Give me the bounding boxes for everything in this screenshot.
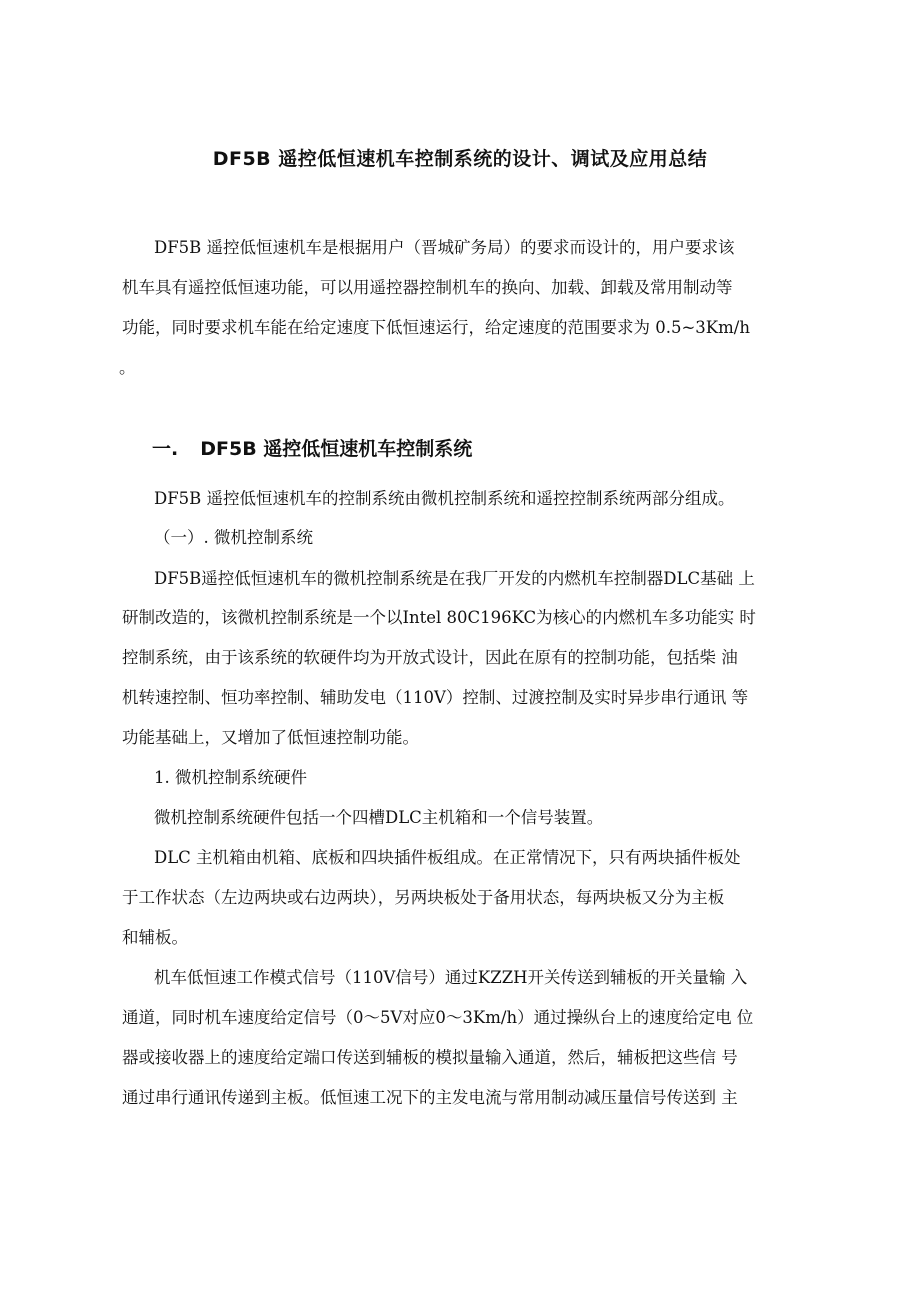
intro-line-3: 功能，同时要求机车能在给定速度下低恒速运行，给定速度的范围要求为 0.5~3Km/h [122, 318, 750, 337]
body-line: DLC 主机箱由机箱、底板和四块插件板组成。在正常情况下，只有两块插件板处 [154, 848, 741, 867]
intro-line-2: 机车具有遥控低恒速功能，可以用遥控器控制机车的换向、加载、卸载及常用制动等 [122, 278, 733, 297]
intro-line-4: 。 [119, 358, 136, 377]
body-line: 微机控制系统硬件包括一个四槽DLC主机箱和一个信号装置。 [154, 808, 604, 827]
intro-line-1: DF5B 遥控低恒速机车是根据用户（晋城矿务局）的要求而设计的，用户要求该 [154, 238, 735, 257]
section-heading [152, 434, 472, 461]
body-line: 于工作状态（左边两块或右边两块），另两块板处于备用状态，每两块板又分为主板 [122, 888, 725, 907]
body-line: 和辅板。 [122, 928, 188, 947]
section-title: DF5B 遥控低恒速机车控制系统 [200, 438, 473, 460]
section-number: 一. [152, 438, 179, 460]
body-line: 机车低恒速工作模式信号（110V信号）通过KZZH开关传送到辅板的开关量输 入 [154, 968, 748, 987]
subsection-heading: 1. 微机控制系统硬件 [154, 768, 307, 787]
document-title: DF5B 遥控低恒速机车控制系统的设计、调试及应用总结 [212, 148, 708, 170]
body-line: 研制改造的，该微机控制系统是一个以Intel 80C196KC为核心的内燃机车多功能实 时 [122, 608, 756, 627]
body-line: 功能基础上，又增加了低恒速控制功能。 [122, 728, 419, 747]
body-line: 机转速控制、恒功率控制、辅助发电（110V）控制、过渡控制及实时异步串行通讯 等 [122, 688, 749, 707]
body-line: 通过串行通讯传递到主板。低恒速工况下的主发电流与常用制动减压量信号传送到 主 [122, 1088, 738, 1107]
subsection-heading: （一）. 微机控制系统 [154, 528, 313, 547]
body-line: 通道，同时机车速度给定信号（0～5V对应0～3Km/h）通过操纵台上的速度给定电 位 [122, 1008, 754, 1027]
body-line: DF5B 遥控低恒速机车的控制系统由微机控制系统和遥控控制系统两部分组成。 [154, 489, 735, 508]
body-line: DF5B遥控低恒速机车的微机控制系统是在我厂开发的内燃机车控制器DLC基础 上 [154, 569, 755, 588]
body-line: 器或接收器上的速度给定端口传送到辅板的模拟量输入通道，然后，辅板把这些信 号 [122, 1048, 738, 1067]
body-line: 控制系统，由于该系统的软硬件均为开放式设计，因此在原有的控制功能，包括柴 油 [122, 648, 738, 667]
